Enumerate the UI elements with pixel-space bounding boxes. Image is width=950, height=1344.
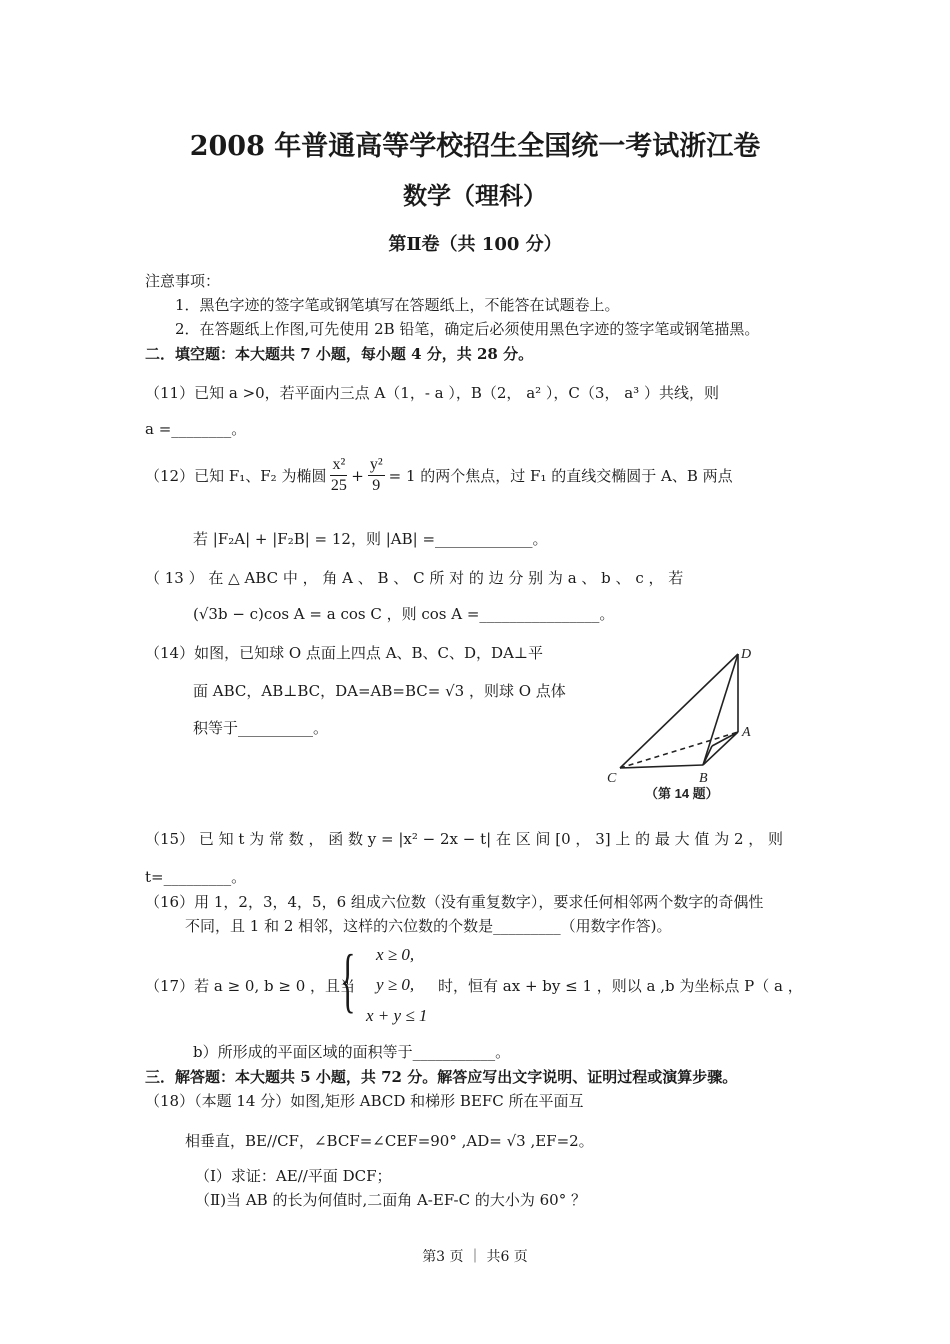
q12-plus: + bbox=[351, 466, 364, 485]
q14-line2: 面 ABC，AB⊥BC，DA=AB=BC= √3 ，则球 O 点体 bbox=[193, 682, 566, 700]
q16-line1: （16）用 1，2，3，4，5，6 组成六位数（没有重复数字），要求任何相邻两个数字的奇偶性 bbox=[145, 893, 764, 911]
label-d: D bbox=[741, 647, 752, 662]
q17-suffix: 时，恒有 ax + by ≤ 1 ，则以 a ,b 为坐标点 P（ a ， bbox=[438, 977, 803, 995]
exam-subtitle: 数学（理科） bbox=[403, 181, 547, 210]
exam-title: 2008 年普通高等学校招生全国统一考试浙江卷 bbox=[189, 131, 761, 162]
page-footer: 第3 页 ｜ 共6 页 bbox=[422, 1249, 528, 1265]
q12-line2: 若 |F₂A| + |F₂B| = 12，则 |AB| =_____________。 bbox=[193, 530, 548, 548]
section2-heading: 二．填空题：本大题共 7 小题，每小题 4 分，共 28 分。 bbox=[145, 345, 534, 363]
q18-part2: （Ⅱ)当 AB 的长为何值时,二面角 A-EF-C 的大小为 60° ？ bbox=[195, 1191, 586, 1209]
q12-prefix: （12）已知 F₁、F₂ 为椭圆 bbox=[145, 467, 327, 485]
q17-cond3: x + y ≤ 1 bbox=[366, 1006, 428, 1025]
edge-cb bbox=[620, 765, 703, 768]
q15-line1: （15） 已 知 t 为 常 数 ， 函 数 y = |x² − 2x − t| 在 区 间 [0 ， 3] 上 的 最 大 值 为 2 ， 则 bbox=[145, 830, 784, 848]
q18-part1: （Ⅰ）求证：AE//平面 DCF； bbox=[195, 1167, 392, 1185]
note-item-1: 1．黑色字迹的签字笔或钢笔填写在答题纸上，不能答在试题卷上。 bbox=[175, 296, 620, 314]
q12-frac1-num: x² bbox=[330, 455, 347, 476]
volume-heading: 第Ⅱ卷（共 100 分） bbox=[388, 234, 562, 255]
q13-line2: (√3b − c)cos A = a cos C ，则 cos A =________________。 bbox=[193, 605, 615, 623]
q18-line2: 相垂直，BE//CF，∠BCF=∠CEF=90° ,AD= √3 ,EF=2。 bbox=[185, 1132, 594, 1150]
q13-line1: （ 13 ） 在 △ ABC 中 ， 角 A 、 B 、 C 所 对 的 边 分 别 为 a 、 b 、 c ， 若 bbox=[145, 569, 684, 587]
q17-cond2: y ≥ 0, bbox=[376, 975, 415, 994]
q17-line2: b）所形成的平面区域的面积等于___________。 bbox=[193, 1043, 511, 1061]
q12-line1 bbox=[145, 455, 733, 496]
q17-cond1: x ≥ 0, bbox=[376, 945, 415, 964]
section3-heading: 三．解答题：本大题共 5 小题，共 72 分。解答应写出文字说明、证明过程或演算步骤。 bbox=[145, 1068, 738, 1086]
notes-heading: 注意事项： bbox=[145, 272, 221, 290]
q12-frac2-num: y² bbox=[368, 455, 385, 476]
q14-line3: 积等于__________。 bbox=[193, 719, 329, 737]
q11-line2: a =________。 bbox=[145, 420, 247, 438]
note-item-2: 2．在答题纸上作图,可先使用 2B 铅笔，确定后必须使用黑色字迹的签字笔或钢笔描黑。 bbox=[175, 320, 760, 338]
q12-frac1-den: 25 bbox=[330, 477, 347, 494]
q16-line2: 不同，且 1 和 2 相邻，这样的六位数的个数是_________（用数字作答)。 bbox=[185, 917, 672, 935]
q17-brace: { bbox=[340, 940, 356, 1020]
q18-line1: （18）（本题 14 分）如图,矩形 ABCD 和梯形 BEFC 所在平面互 bbox=[145, 1092, 584, 1110]
q15-line2: t=_________。 bbox=[145, 868, 247, 886]
q17-prefix: （17）若 a ≥ 0, b ≥ 0 ，且当 bbox=[145, 977, 356, 995]
q12-fraction-x bbox=[330, 455, 347, 496]
label-c: C bbox=[607, 771, 617, 786]
q14-line1: （14）如图，已知球 O 点面上四点 A、B、C、D，DA⊥平 bbox=[145, 644, 544, 662]
q12-fraction-y bbox=[368, 455, 385, 496]
q12-suffix: = 1 的两个焦点，过 F₁ 的直线交椭圆于 A、B 两点 bbox=[388, 467, 733, 485]
q11-line1: （11）已知 a >0，若平面内三点 A（1，- a ），B（2， a² ），C（3， a³ ）共线，则 bbox=[145, 384, 719, 402]
label-a: A bbox=[742, 725, 751, 740]
q12-frac2-den: 9 bbox=[372, 477, 381, 494]
label-b: B bbox=[699, 771, 708, 786]
figure-caption: （第 14 题） bbox=[645, 786, 719, 801]
q14-figure bbox=[595, 640, 765, 810]
